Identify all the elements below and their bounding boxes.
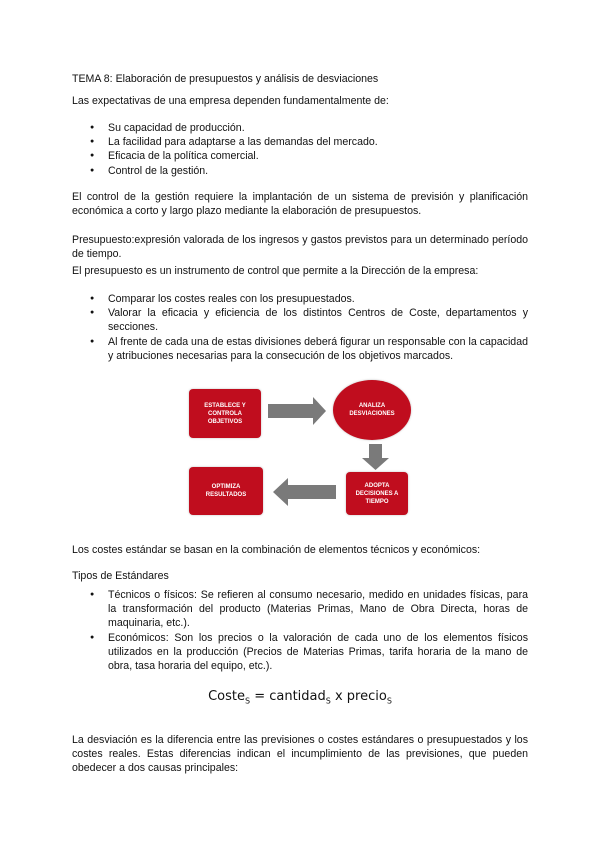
step-label: CONTROLA [207,410,242,417]
list-item: ● Valorar la eficacia y eficiencia de los distintos Centros de Coste, departamentos y secciones. [72,306,528,334]
step-analyze-deviations [333,380,411,440]
types-list [72,588,528,673]
list-item: ● Control de la gestión. [72,164,528,178]
formula-subscript: S [244,696,251,706]
step-label: DESVIACIONES [349,411,395,417]
standard-costs-text: Los costes estándar se basan en la combinación de elementos técnicos y económicos: [72,544,481,556]
cost-formula [0,689,600,706]
step-label: RESULTADOS [205,492,247,498]
formula-term: Coste [208,689,245,704]
arrow-down-icon [362,444,389,470]
instrument-paragraph: El presupuesto es un instrumento de control que permite a la Dirección de la empresa: [72,265,479,277]
formula-term: = cantidad [250,689,326,704]
list-item: ● Comparar los costes reales con los presupuestados. [72,292,528,306]
list-item: ● Económicos: Son los precios o la valoración de cada uno de los elementos físicos utilizados en la producción (Precios de Materias Primas, tarifa horaria de la mano de obra, tasa horaria del equipo, etc.). [72,631,528,674]
step-establish-objectives [189,389,261,438]
control-paragraph: El control de la gestión requiere la implantación de un sistema de previsión y planificación económica a corto y largo plazo mediante la elaboración de presupuestos. [72,191,528,218]
step-label: ANALIZA [358,403,386,409]
list-item: ● Eficacia de la política comercial. [72,149,528,163]
formula-subscript: S [386,696,392,706]
step-label: DECISIONES A [355,490,399,497]
step-optimize-results [189,467,263,515]
formula-subscript: S [325,696,331,706]
document-title: TEMA 8: Elaboración de presupuestos y análisis de desviaciones [72,73,379,85]
step-label: ADOPTA [364,482,390,489]
list-item: ● Técnicos o físicos: Se refieren al consumo necesario, medido en unidades físicas, para la transformación del producto (Materias Primas, Mano de Obra Directa, horas de maquinaria, etc.). [72,588,528,631]
step-label: ESTABLECE Y [204,402,246,409]
arrow-right-icon [268,397,326,425]
step-label: OPTIMIZA [211,484,241,490]
step-adopt-decisions [346,472,408,515]
step-label: TIEMPO [365,498,389,505]
intro-text: Las expectativas de una empresa dependen fundamentalmente de: [72,95,389,107]
list-item: ● Su capacidad de producción. [72,121,528,135]
list-item: ● Al frente de cada una de estas divisiones deberá figurar un responsable con la capacidad y atribuciones necesarias para la consecución de los objetivos marcados. [72,335,528,363]
formula-term: x precio [330,689,387,704]
budget-definition: Presupuesto:expresión valorada de los ingresos y gastos previstos para un determinado período de tiempo. [72,234,528,261]
types-heading: Tipos de Estándares [72,570,169,582]
arrow-left-icon [273,478,336,506]
deviation-paragraph: La desviación es la diferencia entre las previsiones o costes estándares o presupuestados y los costes reales. Estas diferencias indican el incumplimiento de las previsiones, que pueden obedecer a dos causas principales: [72,734,528,775]
step-label: OBJETIVOS [207,418,243,425]
list-item: ● La facilidad para adaptarse a las demandas del mercado. [72,135,528,149]
